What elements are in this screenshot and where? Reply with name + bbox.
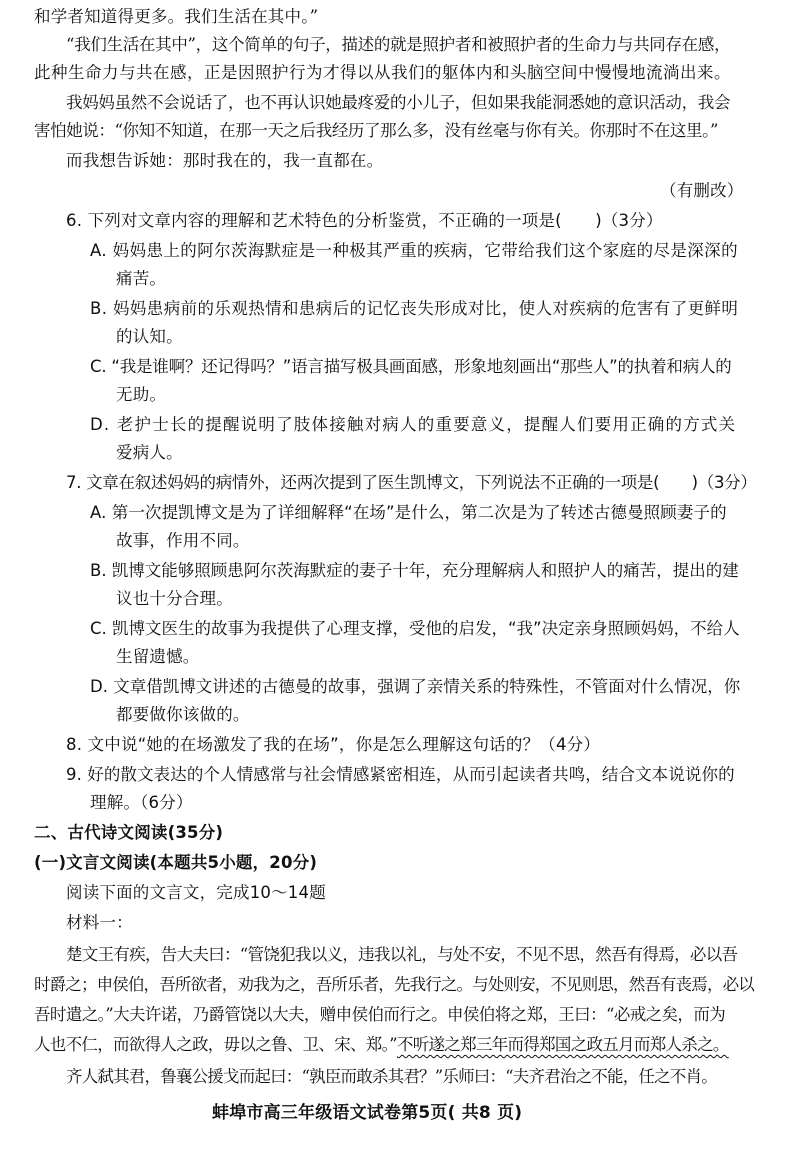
- q6-option-c: C. “我是谁啊？还记得吗？”语言描写极具画面感，形象地刻画出“那些人”的执着和病人的: [90, 357, 732, 376]
- q7-option-d-cont: 都要做你该做的。: [116, 705, 250, 724]
- classical-text: 人也不仁，而欲得人之政，毋以之鲁、卫、宋、郑。”: [34, 1035, 397, 1054]
- passage-line: 而我想告诉她：那时我在的，我一直都在。: [66, 151, 384, 170]
- instruction: 阅读下面的文言文，完成10～14题: [66, 883, 326, 902]
- q6-option-d: D. 老护士长的提醒说明了肢体接触对病人的重要意义，提醒人们要用正确的方式关: [90, 415, 737, 434]
- classical-line: 齐人弑其君，鲁襄公援戈而起曰：“孰臣而敢杀其君？”乐师曰：“夫齐君治之不能，任之不肖。: [66, 1067, 717, 1086]
- section-title: 二、古代诗文阅读(35分): [34, 823, 224, 842]
- q6-option-b: B. 妈妈患病前的乐观热情和患病后的记忆丧失形成对比，使人对疾病的危害有了更鲜明: [90, 299, 739, 318]
- q6-option-d-cont: 爱病人。: [116, 443, 183, 462]
- q7-option-c-cont: 生留遗憾。: [116, 647, 200, 666]
- question-8: 8. 文中说“她的在场激发了我的在场”，你是怎么理解这句话的？（4分）: [66, 735, 601, 754]
- q7-option-c: C. 凯博文医生的故事为我提供了心理支撑，受他的启发，“我”决定亲身照顾妈妈，不给人: [90, 619, 740, 638]
- q6-option-c-cont: 无助。: [116, 385, 167, 404]
- q6-option-a: A. 妈妈患上的阿尔茨海默症是一种极其严重的疾病，它带给我们这个家庭的尽是深深的: [90, 241, 738, 260]
- classical-line: [34, 1034, 729, 1056]
- question-6-stem: 6. 下列对文章内容的理解和艺术特色的分析鉴赏，不正确的一项是( )（3分）: [66, 211, 663, 230]
- passage-line: 害怕她说：“你知不知道，在那一天之后我经历了那么多，没有丝毫与你有关。你那时不在这里。”: [34, 121, 719, 140]
- question-9-cont: 理解。（6分）: [90, 793, 193, 812]
- q7-option-a: A. 第一次提凯博文是为了详细解释“在场”是什么，第二次是为了转述古德曼照顾妻子的: [90, 503, 727, 522]
- passage-line: 和学者知道得更多。我们生活在其中。”: [34, 7, 319, 26]
- classical-line: 楚文王有疾，告大夫曰：“管饶犯我以义，违我以礼，与处不安，不见不思，然吾有得焉，必以吾: [66, 945, 738, 964]
- passage-line: “我们生活在其中”，这个简单的句子，描述的就是照护者和被照护者的生命力与共同存在感，: [66, 35, 731, 54]
- q7-option-b: B. 凯博文能够照顾患阿尔茨海默症的妻子十年，充分理解病人和照护人的痛苦，提出的建: [90, 561, 739, 580]
- passage-line: 我妈妈虽然不会说话了，也不再认识她最疼爱的小儿子，但如果我能洞悉她的意识活动，我会: [66, 93, 731, 112]
- subsection-title: (一)文言文阅读(本题共5小题，20分): [34, 853, 318, 872]
- question-7-stem: 7. 文章在叙述妈妈的病情外，还两次提到了医生凯博文，下列说法不正确的一项是( )（3分）: [66, 473, 757, 492]
- q6-option-b-cont: 的认知。: [116, 327, 183, 346]
- source-note: （有删改）: [660, 181, 744, 200]
- classical-line: 吾时遣之。”大夫许诺，乃爵管饶以大夫，赠申侯伯而行之。申侯伯将之郑，王曰：“必戒之矣，而为: [34, 1005, 726, 1024]
- classical-line: 时爵之；申侯伯，吾所欲者，劝我为之，吾所乐者，先我行之。与处则安，不见则思，然吾有丧焉，必以: [34, 975, 754, 994]
- question-9: 9. 好的散文表达的个人情感常与社会情感紧密相连，从而引起读者共鸣，结合文本说说你的: [66, 765, 735, 784]
- material-label: 材料一：: [66, 913, 133, 932]
- passage-line: 此种生命力与共在感，正是因照护行为才得以从我们的躯体内和头脑空间中慢慢地流淌出来。: [34, 63, 731, 82]
- q7-option-b-cont: 议也十分合理。: [116, 589, 233, 608]
- underlined-sentence: 不听遂之郑三年而得郑国之政五月而郑人杀之。: [396, 1035, 729, 1054]
- q7-option-d: D. 文章借凯博文讲述的古德曼的故事，强调了亲情关系的特殊性，不管面对什么情况，你: [90, 677, 741, 696]
- q6-option-a-cont: 痛苦。: [116, 269, 167, 288]
- page-footer: 蚌埠市高三年级语文试卷第5页( 共8 页): [212, 1103, 523, 1123]
- q7-option-a-cont: 故事，作用不同。: [116, 531, 250, 550]
